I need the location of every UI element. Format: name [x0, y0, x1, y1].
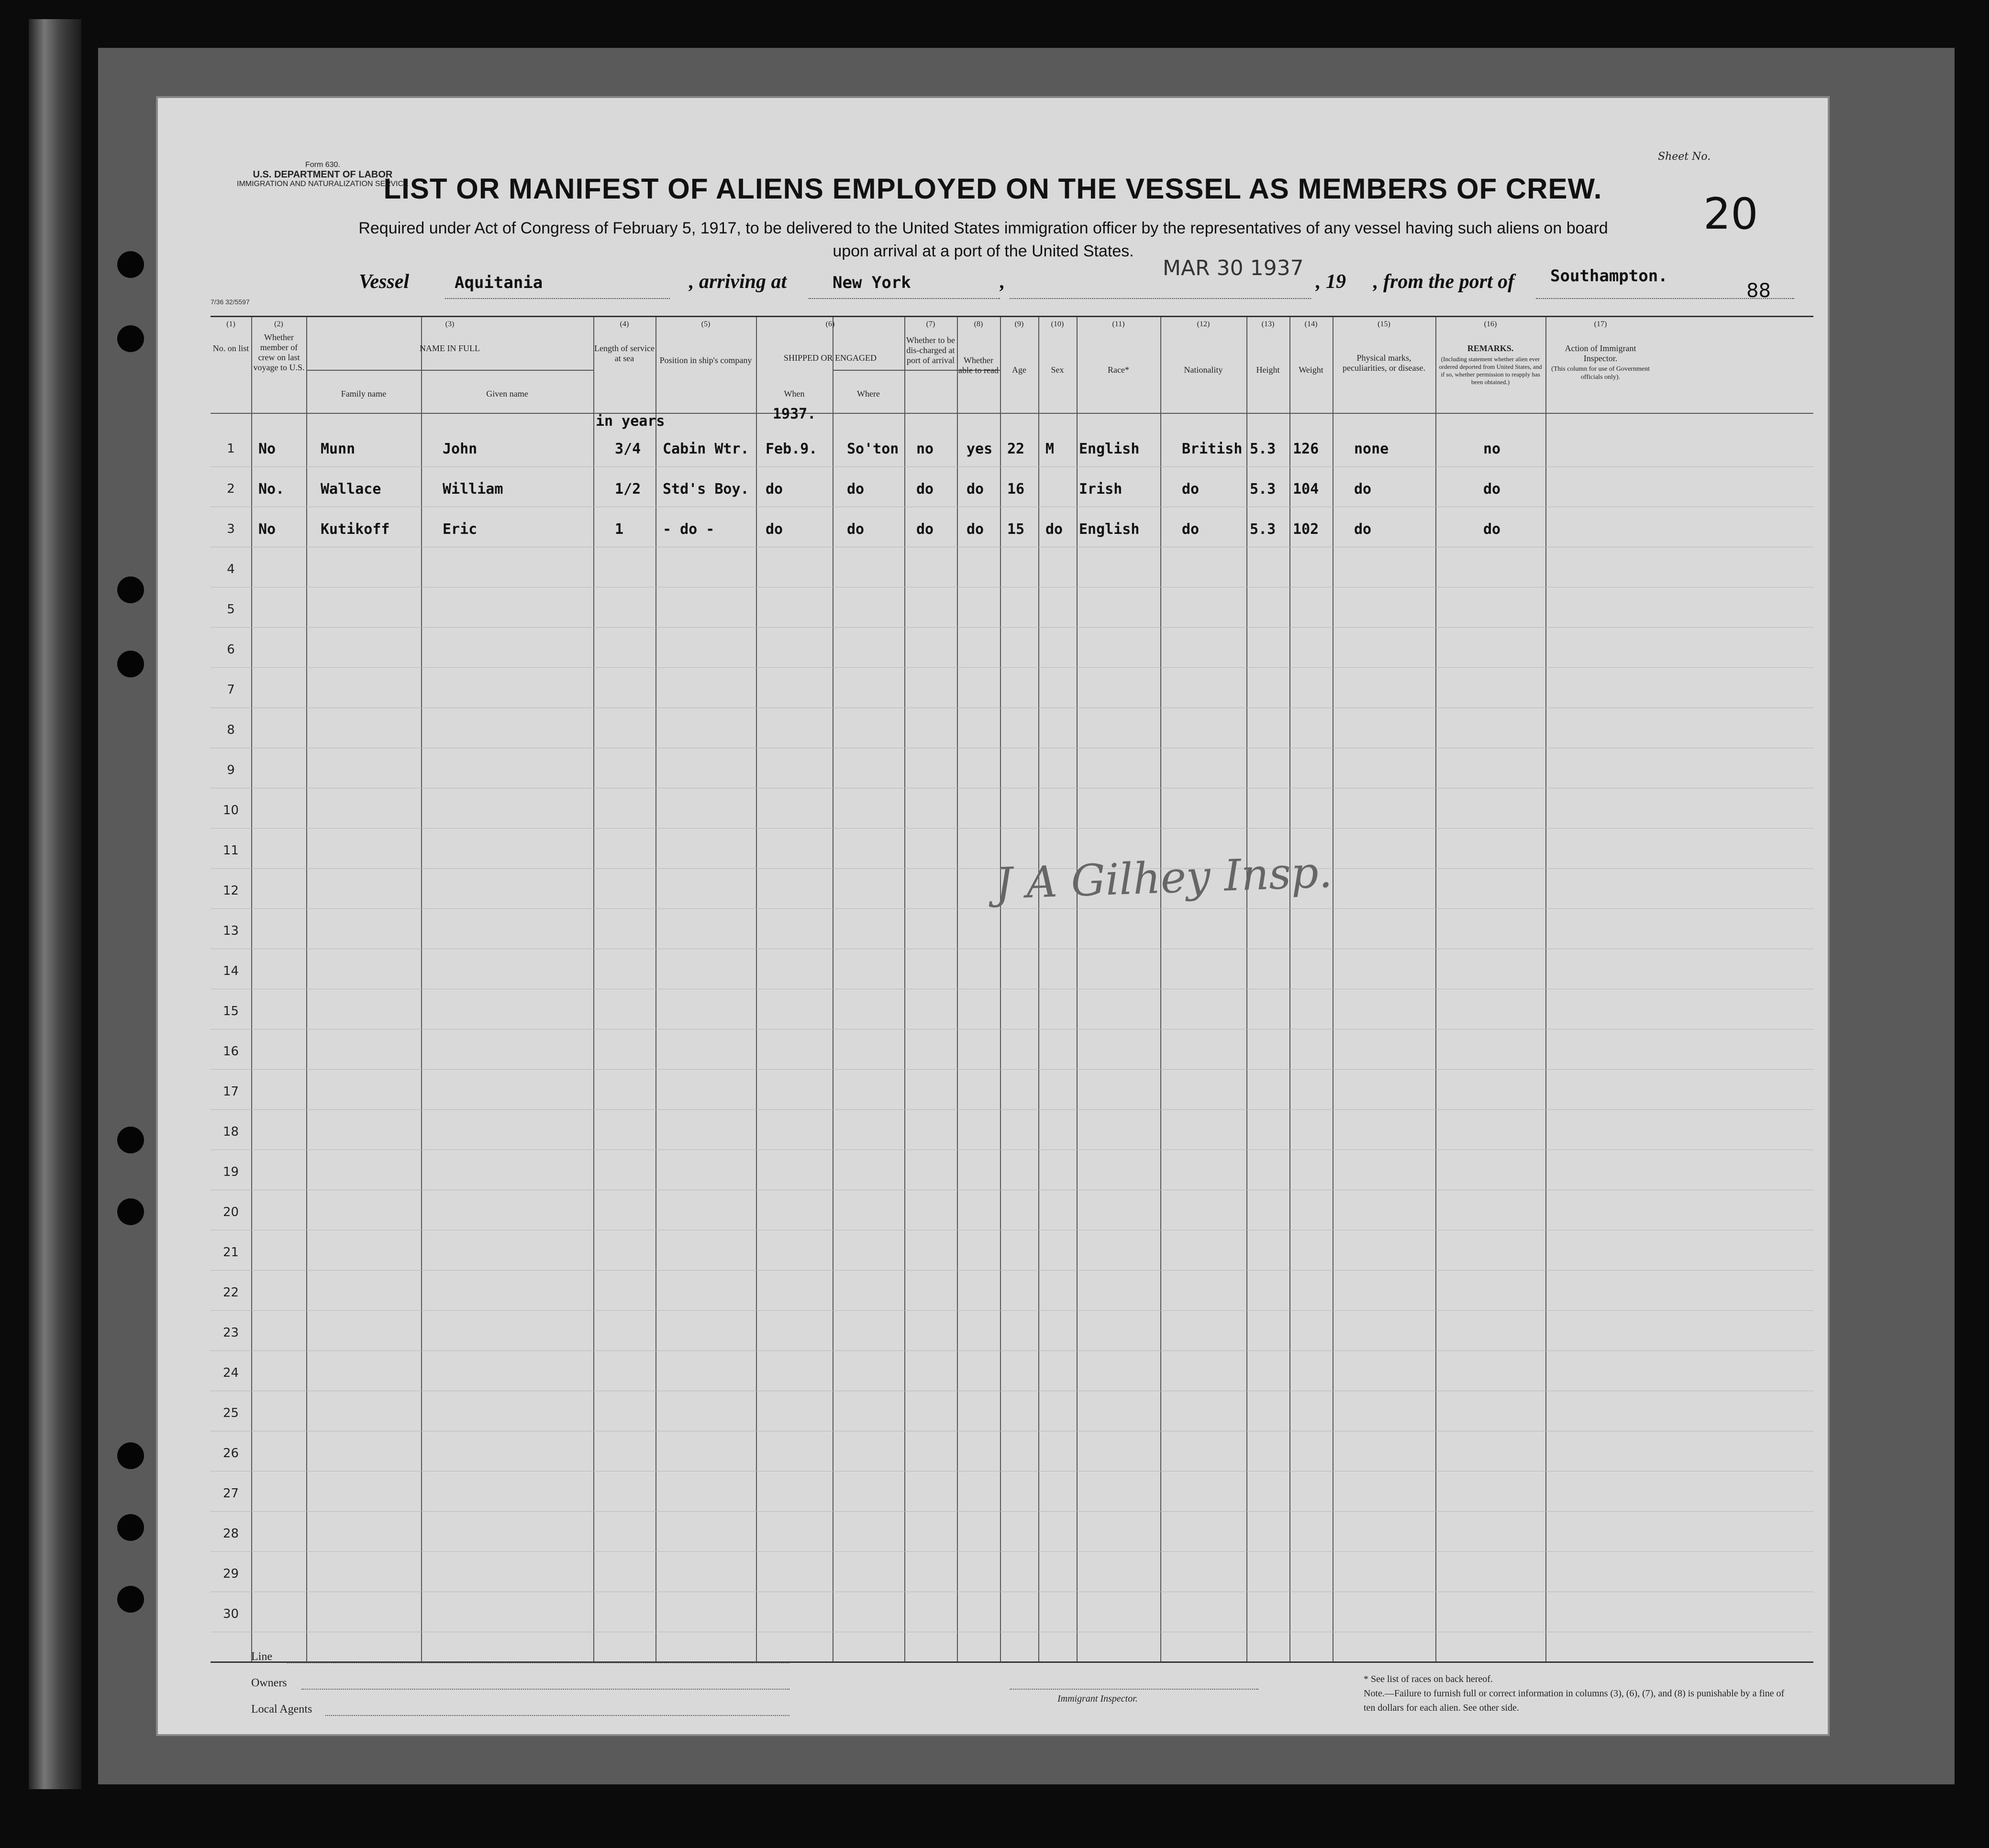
- row-number: 30: [222, 1607, 239, 1621]
- cell-discharged: do: [916, 481, 934, 498]
- col-head-last-voyage: Whether member of crew on last voyage to U.S.: [253, 332, 305, 372]
- row-rule: [211, 667, 1813, 668]
- column-divider: [1435, 317, 1436, 1661]
- col-head-race: Race*: [1108, 365, 1129, 375]
- col-head-action-note: (This column for use of Government officials only).: [1551, 365, 1650, 381]
- row-number: 26: [222, 1446, 239, 1461]
- col-head-weight: Weight: [1299, 365, 1323, 375]
- row-number: 25: [222, 1406, 239, 1420]
- line-dotline: [287, 1662, 789, 1663]
- row-rule: [211, 1350, 1813, 1351]
- comma: ,: [1000, 271, 1005, 293]
- cell-sex: M: [1045, 441, 1055, 457]
- vessel-label: Vessel: [359, 271, 409, 293]
- cell-length: 3/4: [615, 441, 641, 457]
- form-code: 7/36 32/5597: [211, 298, 250, 306]
- agents-label: Local Agents: [251, 1703, 312, 1715]
- from-port: Southampton.: [1550, 266, 1668, 286]
- row-rule: [211, 908, 1813, 909]
- cell-position: Std's Boy.: [663, 481, 749, 498]
- row-number: 24: [222, 1366, 239, 1380]
- cell-where: So'ton: [847, 441, 899, 457]
- row-number: 12: [222, 884, 239, 898]
- column-divider: [593, 317, 594, 1661]
- row-rule: [211, 1109, 1813, 1110]
- column-divider: [1160, 317, 1161, 1661]
- col-num-10: (10): [1051, 320, 1064, 328]
- row-number: 7: [227, 683, 235, 697]
- col-num-9: (9): [1014, 320, 1024, 328]
- cell-length: 1: [615, 521, 624, 538]
- cell-marks: none: [1354, 441, 1389, 457]
- column-divider: [306, 317, 307, 1661]
- row-rule: [211, 1511, 1813, 1512]
- row-number: 21: [222, 1245, 239, 1260]
- vessel-dotline: [445, 298, 670, 299]
- row-number: 14: [222, 964, 239, 978]
- punch-hole: [117, 1514, 144, 1541]
- col-head-action: Action of Immigrant Inspector.: [1565, 343, 1636, 363]
- sheet-number: 20: [1703, 189, 1758, 239]
- races-note: * See list of races on back hereof.: [1364, 1674, 1493, 1684]
- cell-race: Irish: [1079, 481, 1122, 498]
- row-number: 11: [222, 843, 239, 858]
- col-num-11: (11): [1112, 320, 1125, 328]
- col-num-8: (8): [974, 320, 983, 328]
- column-divider: [1289, 317, 1290, 1661]
- cell-position: - do -: [663, 521, 715, 538]
- punch-hole: [117, 651, 144, 677]
- page-title: LIST OR MANIFEST OF ALIENS EMPLOYED ON THE VESSEL AS MEMBERS OF CREW.: [383, 173, 1602, 205]
- date-dotline: [1010, 298, 1311, 299]
- cell-where: do: [847, 481, 865, 498]
- col-head-nationality: Nationality: [1184, 365, 1223, 375]
- col-head-age: Age: [1012, 365, 1026, 375]
- cell-position: Cabin Wtr.: [663, 441, 749, 457]
- department-name: U.S. DEPARTMENT OF LABOR: [253, 169, 393, 180]
- cell-nationality: British: [1182, 441, 1243, 457]
- owners-label: Owners: [251, 1677, 287, 1689]
- sheet-no-label: Sheet No.: [1658, 151, 1711, 163]
- cell-weight: 102: [1293, 521, 1319, 538]
- col-num-14: (14): [1304, 320, 1318, 328]
- row-rule: [211, 1551, 1813, 1552]
- row-number: 8: [227, 723, 235, 737]
- cell-height: 5.3: [1250, 441, 1276, 457]
- arriving-label: , arriving at: [689, 271, 787, 293]
- cell-age: 22: [1007, 441, 1025, 457]
- row-rule: [211, 1471, 1813, 1472]
- arriving-port: New York: [833, 273, 911, 292]
- cell-read: yes: [967, 441, 993, 457]
- inspector-label: Immigrant Inspector.: [1057, 1693, 1138, 1704]
- cell-discharged: do: [916, 521, 934, 538]
- punch-hole: [117, 576, 144, 603]
- cell-age: 16: [1007, 481, 1025, 498]
- column-divider: [904, 317, 905, 1661]
- shipped-year: 1937.: [773, 406, 816, 422]
- cell-remarks: do: [1483, 521, 1501, 538]
- row-number: 22: [222, 1285, 239, 1300]
- owners-dotline: [301, 1689, 789, 1690]
- form-number: Form 630.: [305, 161, 340, 169]
- row-number: 28: [222, 1527, 239, 1541]
- year-label: , 19: [1316, 271, 1346, 293]
- col-head-length: Length of service at sea: [594, 343, 655, 363]
- cell-race: English: [1079, 441, 1140, 457]
- row-rule: [211, 1310, 1813, 1311]
- cell-given: William: [443, 481, 503, 498]
- col-num-5: (5): [701, 320, 711, 328]
- cell-remarks: do: [1483, 481, 1501, 498]
- row-number: 29: [222, 1567, 239, 1581]
- row-rule: [211, 1270, 1813, 1271]
- column-divider: [957, 317, 958, 1661]
- cell-when: do: [766, 521, 783, 538]
- row-number: 27: [222, 1486, 239, 1501]
- cell-when: Feb.9.: [766, 441, 818, 457]
- cell-read: do: [967, 481, 984, 498]
- col-head-remarks-note: (Including statement whether alien ever ordered deported from United States, and if so, whether permission to reapply has been obtained.): [1439, 355, 1542, 386]
- row-number: 6: [227, 642, 235, 657]
- col-head-height: Height: [1256, 365, 1280, 375]
- cell-marks: do: [1354, 521, 1372, 538]
- row-number: 18: [222, 1125, 239, 1139]
- col-head-family: Family name: [341, 389, 387, 398]
- row-rule: [211, 627, 1813, 628]
- arriving-dotline: [809, 298, 1000, 299]
- col-head-read: Whether able to read: [958, 355, 999, 375]
- manifest-page: [158, 98, 1828, 1734]
- col-head-no: No. on list: [212, 343, 249, 353]
- cell-race: English: [1079, 521, 1140, 538]
- cell-nationality: do: [1182, 481, 1200, 498]
- agents-dotline: [325, 1715, 789, 1716]
- date-stamp: MAR 30 1937: [1163, 256, 1304, 280]
- col-head-name: NAME IN FULL: [420, 343, 480, 353]
- col-num-1: (1): [226, 320, 235, 328]
- row-number: 9: [227, 763, 235, 777]
- row-number: 15: [222, 1004, 239, 1018]
- cell-discharged: no: [916, 441, 934, 457]
- from-label: , from the port of: [1373, 271, 1515, 293]
- row-number: 13: [222, 924, 239, 938]
- row-rule: [211, 828, 1813, 829]
- row-number: 10: [222, 803, 239, 818]
- col-num-2: (2): [274, 320, 283, 328]
- col-head-where: Where: [857, 389, 880, 398]
- cell-family: Kutikoff: [321, 521, 390, 538]
- col-num-7: (7): [926, 320, 935, 328]
- port-dotline: [1536, 298, 1794, 299]
- column-divider: [421, 317, 422, 1661]
- col-head-given: Given name: [486, 389, 528, 398]
- cell-age: 15: [1007, 521, 1025, 538]
- punch-hole: [117, 1198, 144, 1225]
- cell-sex: do: [1045, 521, 1063, 538]
- manifest-table: [211, 316, 1813, 1663]
- cell-where: do: [847, 521, 865, 538]
- cell-length: 1/2: [615, 481, 641, 498]
- row-number: 1: [227, 442, 235, 456]
- row-number: 16: [222, 1044, 239, 1059]
- inspector-signature: J A Gilhey Insp.: [994, 847, 1333, 909]
- cell-height: 5.3: [1250, 481, 1276, 498]
- line-label: Line: [251, 1650, 272, 1663]
- column-divider: [1038, 317, 1039, 1661]
- row-number: 5: [227, 602, 235, 617]
- column-divider: [1000, 317, 1001, 1661]
- service-units: in years: [596, 413, 665, 430]
- col-head-shipped: SHIPPED OR ENGAGED: [783, 353, 877, 363]
- cell-family: Munn: [321, 441, 356, 457]
- punch-hole: [117, 325, 144, 352]
- binder-strip: [29, 19, 81, 1789]
- col-num-4: (4): [620, 320, 629, 328]
- vessel-line: [359, 256, 1794, 299]
- cell-read: do: [967, 521, 984, 538]
- service-name: IMMIGRATION AND NATURALIZATION SERVICE: [237, 180, 409, 188]
- cell-last-voyage: No.: [258, 481, 285, 498]
- punch-hole: [117, 251, 144, 278]
- page-subtitle: Required under Act of Congress of February 5, 1917, to be delivered to the United States immigration officer by the representatives of any vessel having such aliens on board upon arrival at a port of the United States.: [358, 219, 1608, 260]
- col-num-3: (3): [445, 320, 455, 328]
- column-divider: [251, 317, 252, 1661]
- col-num-12: (12): [1197, 320, 1210, 328]
- col-head-when: When: [784, 389, 805, 398]
- col-head-position: Position in ship's company: [659, 355, 752, 365]
- punch-hole: [117, 1442, 144, 1469]
- row-number: 2: [227, 482, 235, 496]
- row-number: 23: [222, 1326, 239, 1340]
- cell-family: Wallace: [321, 481, 381, 498]
- cell-when: do: [766, 481, 783, 498]
- col-head-discharged: Whether to be dis-charged at port of arrival: [906, 335, 955, 365]
- cell-last-voyage: No: [258, 521, 276, 538]
- row-number: 4: [227, 562, 235, 576]
- row-rule: [211, 1069, 1813, 1070]
- col-num-15: (15): [1378, 320, 1390, 328]
- col-num-6: (6): [825, 320, 835, 328]
- cell-weight: 104: [1293, 481, 1319, 498]
- row-number: 19: [222, 1165, 239, 1179]
- row-number: 20: [222, 1205, 239, 1219]
- cell-last-voyage: No: [258, 441, 276, 457]
- col-head-remarks: REMARKS.: [1467, 343, 1514, 353]
- cell-given: Eric: [443, 521, 478, 538]
- punch-hole: [117, 1586, 144, 1613]
- cell-given: John: [443, 441, 478, 457]
- cell-weight: 126: [1293, 441, 1319, 457]
- cell-marks: do: [1354, 481, 1372, 498]
- footer-notes: [1364, 1672, 1794, 1715]
- col-head-sex: Sex: [1051, 365, 1064, 375]
- punch-hole: [117, 1127, 144, 1153]
- column-divider: [1077, 317, 1078, 1661]
- name-subrule: [306, 370, 593, 371]
- col-num-17: (17): [1594, 320, 1607, 328]
- cell-height: 5.3: [1250, 521, 1276, 538]
- col-head-marks: Physical marks, peculiarities, or disease.: [1343, 353, 1425, 373]
- col-num-16: (16): [1484, 320, 1497, 328]
- row-rule: [211, 466, 1813, 467]
- header-rule: [211, 413, 1813, 414]
- penalty-note: Note.—Failure to furnish full or correct information in columns (3), (6), (7), and (8) is punishable by a fine of ten dollars for each alien. See other side.: [1364, 1688, 1785, 1713]
- column-divider: [1246, 317, 1247, 1661]
- vessel-name: Aquitania: [455, 273, 543, 292]
- page-number: 88: [1746, 280, 1771, 302]
- column-divider: [756, 317, 757, 1661]
- column-divider: [1545, 317, 1546, 1661]
- cell-remarks: no: [1483, 441, 1501, 457]
- inspector-dotline: [1010, 1689, 1258, 1690]
- row-number: 17: [222, 1084, 239, 1099]
- cell-nationality: do: [1182, 521, 1200, 538]
- col-num-13: (13): [1261, 320, 1275, 328]
- row-number: 3: [227, 522, 235, 536]
